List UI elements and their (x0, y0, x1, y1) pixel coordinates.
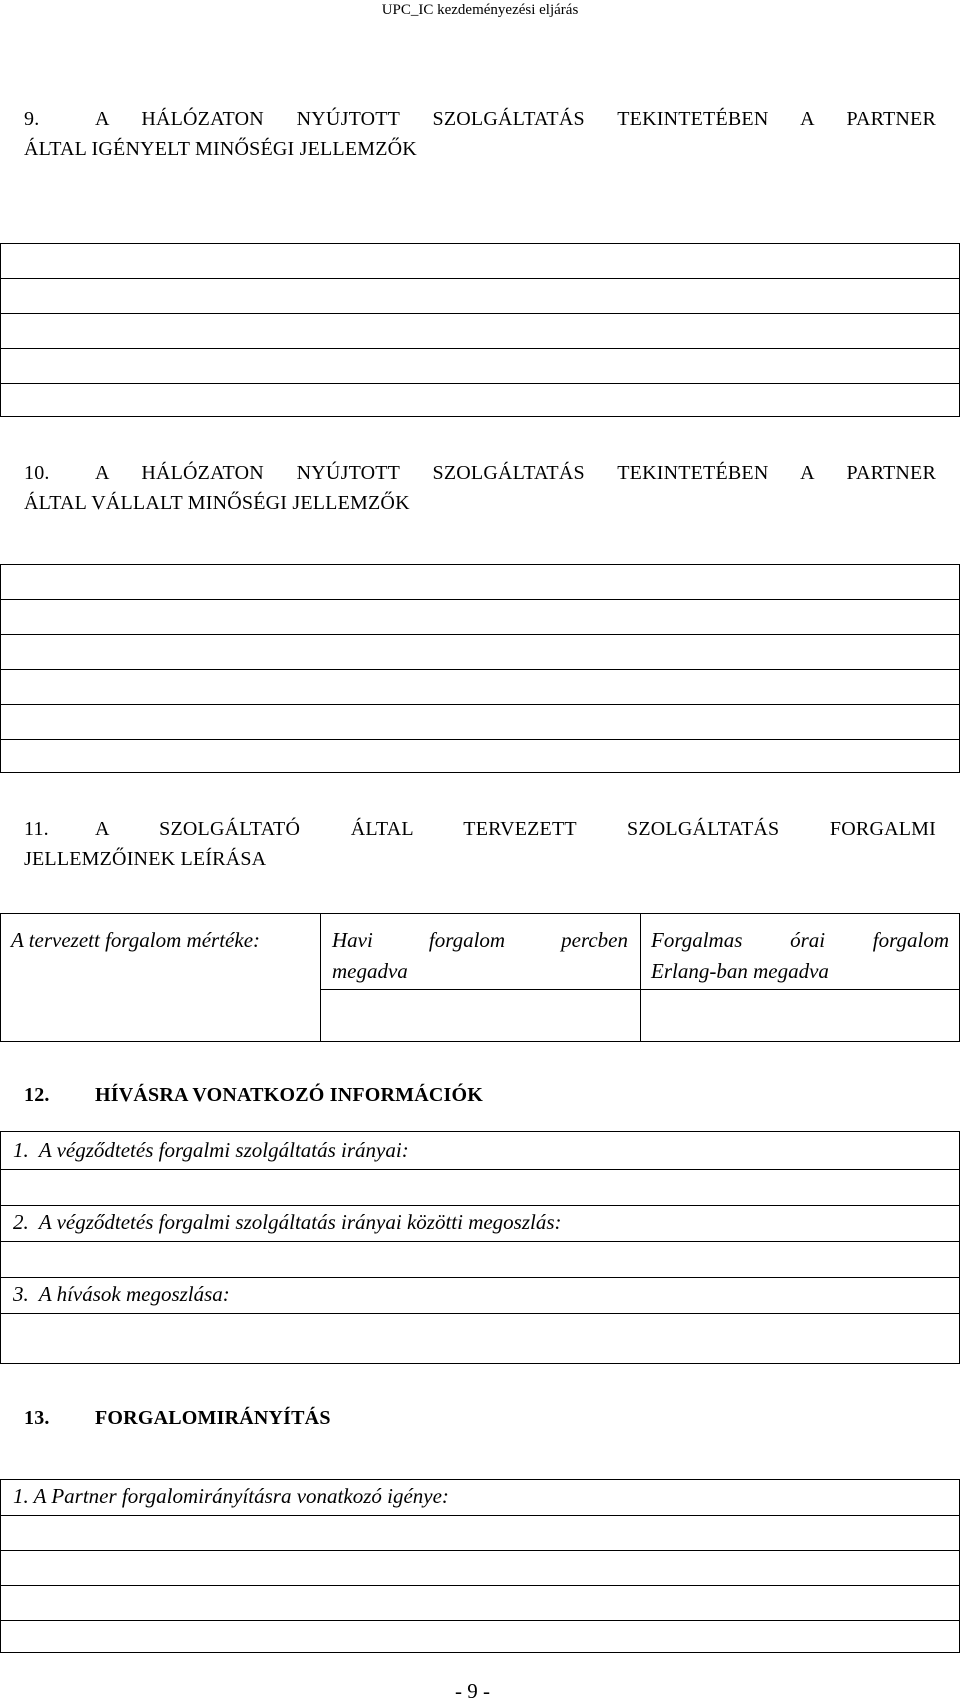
section-9-title-line1: A HÁLÓZATON NYÚJTOTT SZOLGÁLTATÁS TEKINTETÉBEN A PARTNER (95, 108, 936, 130)
call-directions-label: 1. A végződtetés forgalmi szolgáltatás irányai: (13, 1138, 409, 1162)
section-13-number: 13. (24, 1407, 50, 1429)
table-row-divider (1, 634, 959, 635)
table-row-divider (1, 1241, 959, 1242)
section-13-title (24, 1403, 936, 1435)
section-11-title-line1: A SZOLGÁLTATÓ ÁLTAL TERVEZETT SZOLGÁLTATÁS FORGALMI (95, 818, 936, 840)
section-11-number: 11. (24, 818, 49, 840)
call-breakdown-label: 3. A hívások megoszlása: (13, 1282, 230, 1306)
table-row-divider (320, 989, 959, 990)
section-12-heading: HÍVÁSRA VONATKOZÓ INFORMÁCIÓK (95, 1084, 484, 1106)
section-11-title-line2: JELLEMZŐINEK LEÍRÁSA (24, 848, 267, 870)
monthly-traffic-header-line2: megadva (332, 959, 408, 983)
table-row-divider (1, 1620, 959, 1621)
table-row-divider (1, 704, 959, 705)
section-9-title (24, 104, 936, 166)
table-row-divider (1, 1313, 959, 1314)
routing-requirement-label: 1. A Partner forgalomirányításra vonatkozó igénye: (13, 1484, 449, 1508)
busy-hour-traffic-header-line2: Erlang-ban megadva (651, 959, 829, 983)
section-10-title (24, 458, 936, 520)
table-row-divider (1, 1169, 959, 1170)
section-13-heading: FORGALOMIRÁNYÍTÁS (95, 1407, 331, 1429)
section-12-number: 12. (24, 1084, 50, 1106)
section-13-table (0, 1479, 960, 1653)
busy-hour-traffic-header-line1: Forgalmas órai forgalom (651, 928, 949, 952)
table-row-divider (1, 739, 959, 740)
document-header: UPC_IC kezdeményezési eljárás (381, 2, 579, 18)
section-10-table (0, 564, 960, 773)
section-10-title-line1: A HÁLÓZATON NYÚJTOTT SZOLGÁLTATÁS TEKINTETÉBEN A PARTNER (95, 462, 936, 484)
section-11-title (24, 814, 936, 876)
table-row-divider (1, 599, 959, 600)
traffic-volume-label: A tervezett forgalom mértéke: (11, 928, 261, 952)
monthly-traffic-header-line1: Havi forgalom percben (332, 928, 628, 952)
table-row-divider (1, 348, 959, 349)
table-row-divider (1, 1550, 959, 1551)
table-row-divider (1, 278, 959, 279)
table-col-divider (640, 914, 641, 1041)
section-9-title-line2: ÁLTAL IGÉNYELT MINŐSÉGI JELLEMZŐK (24, 138, 417, 160)
section-10-title-line2: ÁLTAL VÁLLALT MINŐSÉGI JELLEMZŐK (24, 492, 410, 514)
table-row-divider (1, 1515, 959, 1516)
section-10-number: 10. (24, 462, 50, 484)
section-12-table (0, 1131, 960, 1364)
table-row-divider (1, 1277, 959, 1278)
call-distribution-label: 2. A végződtetés forgalmi szolgáltatás irányai közötti megoszlás: (13, 1210, 562, 1234)
section-9-number: 9. (24, 108, 40, 130)
table-row-divider (1, 1585, 959, 1586)
section-11-table (0, 913, 960, 1042)
page-number: - 9 - (455, 1679, 490, 1703)
table-row-divider (1, 669, 959, 670)
section-9-table (0, 243, 960, 417)
table-row-divider (1, 1205, 959, 1206)
table-col-divider (320, 914, 321, 1041)
table-row-divider (1, 383, 959, 384)
table-row-divider (1, 313, 959, 314)
section-12-title (24, 1080, 936, 1112)
